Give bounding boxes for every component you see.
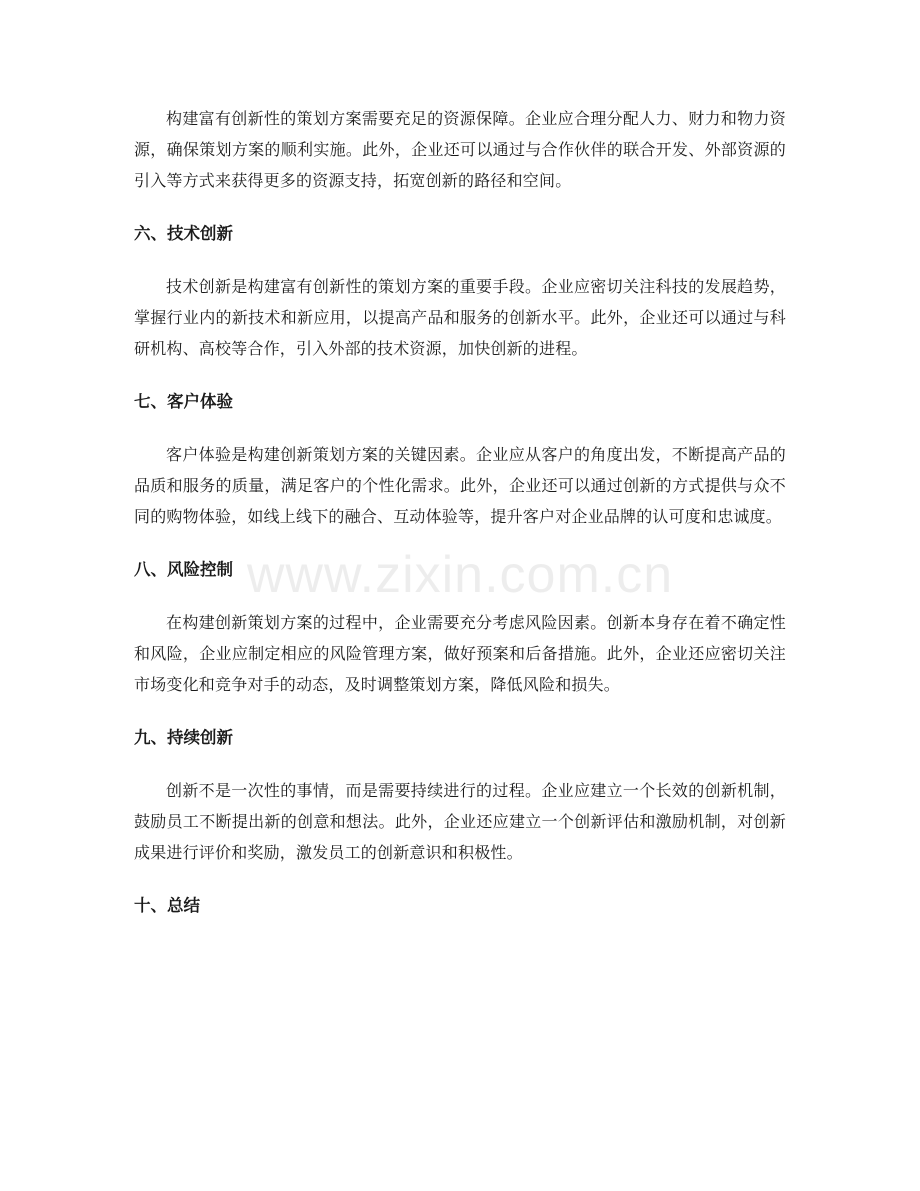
section-heading-summary: 十、总结 xyxy=(134,896,200,915)
intro-paragraph: 构建富有创新性的策划方案需要充足的资源保障。企业应合理分配人力、财力和物力资源，确保策划方案的顺利实施。此外，企业还可以通过与合作伙伴的联合开发、外部资源的引入等方式来获得更多的资源支持，拓宽创新的路径和空间。 xyxy=(134,109,786,190)
watermark: www.zixin.com.cn xyxy=(246,546,674,604)
section-paragraph-tech-innovation: 技术创新是构建富有创新性的策划方案的重要手段。企业应密切关注科技的发展趋势，掌握行业内的新技术和新应用，以提高产品和服务的创新水平。此外，企业还可以通过与科研机构、高校等合作，引入外部的技术资源，加快创新的进程。 xyxy=(134,277,786,358)
section-paragraph-continuous-innovation: 创新不是一次性的事情，而是需要持续进行的过程。企业应建立一个长效的创新机制，鼓励员工不断提出新的创意和想法。此外，企业还应建立一个创新评估和激励机制，对创新成果进行评价和奖励，激发员工的创新意识和积极性。 xyxy=(134,781,786,862)
section-paragraph-customer-experience: 客户体验是构建创新策划方案的关键因素。企业应从客户的角度出发，不断提高产品的品质和服务的质量，满足客户的个性化需求。此外，企业还可以通过创新的方式提供与众不同的购物体验，如线上线下的融合、互动体验等，提升客户对企业品牌的认可度和忠诚度。 xyxy=(134,445,786,526)
section-paragraph-risk-control: 在构建创新策划方案的过程中，企业需要充分考虑风险因素。创新本身存在着不确定性和风险，企业应制定相应的风险管理方案，做好预案和后备措施。此外，企业还应密切关注市场变化和竞争对手的动态，及时调整策划方案，降低风险和损失。 xyxy=(134,613,786,694)
section-heading-risk-control: 八、风险控制 xyxy=(134,560,233,579)
section-heading-continuous-innovation: 九、持续创新 xyxy=(134,728,233,747)
section-heading-customer-experience: 七、客户体验 xyxy=(134,392,233,411)
section-heading-tech-innovation: 六、技术创新 xyxy=(134,224,233,243)
document-body xyxy=(134,103,786,921)
